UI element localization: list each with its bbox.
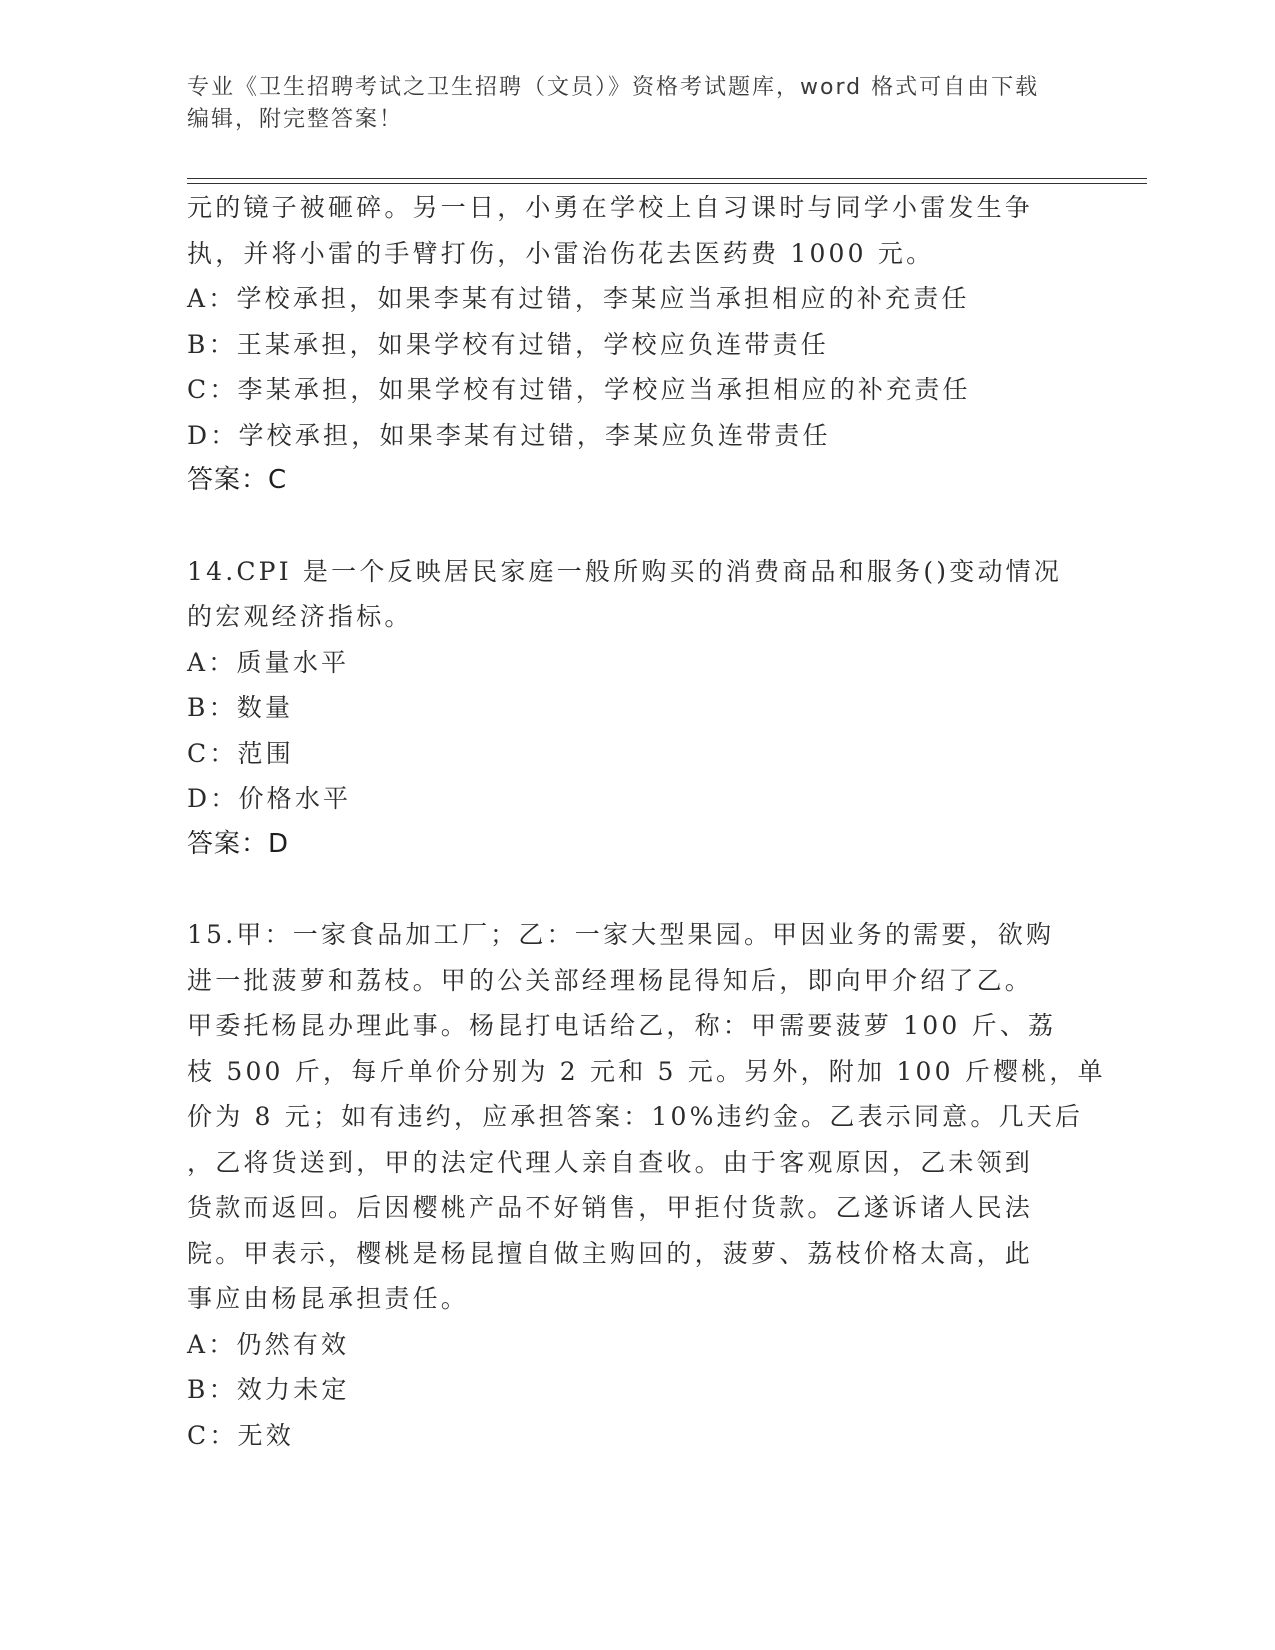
option-b: B：王某承担，如果学校有过错，学校应负连带责任 (187, 329, 829, 359)
question-stem-line: 进一批菠萝和荔枝。甲的公关部经理杨昆得知后，即向甲介绍了乙。 (187, 965, 1034, 995)
question-stem-line: 15.甲：一家食品加工厂；乙：一家大型果园。甲因业务的需要，欲购 (187, 920, 1055, 949)
option-b: B：效力未定 (187, 1375, 350, 1404)
header-divider-top (187, 178, 1147, 179)
spacer (187, 867, 1087, 912)
question-stem-line: 元的镜子被砸碎。另一日，小勇在学校上自习课时与同学小雷发生争 (187, 193, 1034, 222)
answer-line: 答案：C (187, 465, 288, 495)
option-b: B：数量 (187, 693, 294, 722)
option-c: C：李某承担，如果学校有过错，学校应当承担相应的补充责任 (187, 375, 971, 404)
answer-line: 答案：D (187, 828, 290, 859)
option-a: A：学校承担，如果李某有过错，李某应当承担相应的补充责任 (187, 284, 970, 313)
document-header (187, 72, 1087, 136)
question-stem-line: 的宏观经济指标。 (187, 602, 413, 631)
question-stem-line: 枝 500 斤，每斤单价分别为 2 元和 5 元。另外，附加 100 斤樱桃，单 (187, 1056, 1106, 1086)
spacer (187, 504, 1087, 549)
question-stem-line: 货款而返回。后因樱桃产品不好销售，甲拒付货款。乙遂诉诸人民法 (187, 1193, 1034, 1222)
question-14 (187, 549, 1087, 868)
question-13 (187, 185, 1087, 504)
option-c: C：无效 (187, 1420, 294, 1450)
option-d: D：价格水平 (187, 784, 352, 813)
question-stem-line: 院。甲表示，樱桃是杨昆擅自做主购回的，菠萝、荔枝价格太高，此 (187, 1238, 1034, 1268)
header-divider-bottom (187, 183, 1147, 184)
option-a: A：仍然有效 (187, 1329, 350, 1359)
option-c: C：范围 (187, 738, 294, 768)
option-a: A：质量水平 (187, 647, 350, 677)
option-d: D：学校承担，如果李某有过错，李某应负连带责任 (187, 420, 831, 450)
header-line-2: 编辑，附完整答案！ (187, 107, 404, 132)
question-stem-line: 价为 8 元；如有违约，应承担答案：10%违约金。乙表示同意。几天后 (187, 1102, 1084, 1131)
question-content (187, 185, 1106, 1458)
question-stem-line: 甲委托杨昆办理此事。杨昆打电话给乙，称：甲需要菠萝 100 斤、荔 (187, 1011, 1057, 1040)
header-line-1: 专业《卫生招聘考试之卫生招聘（文员）》资格考试题库，word 格式可自由下载 (187, 75, 1040, 100)
question-stem-line: 事应由杨昆承担责任。 (187, 1284, 470, 1313)
question-stem-line: ，乙将货送到，甲的法定代理人亲自查收。由于客观原因，乙未领到 (187, 1147, 1034, 1177)
question-stem-line: 执，并将小雷的手臂打伤，小雷治伤花去医药费 1000 元。 (187, 238, 935, 268)
question-stem-line: 14.CPI 是一个反映居民家庭一般所购买的消费商品和服务()变动情况 (187, 556, 1063, 586)
question-15 (187, 912, 1106, 1458)
